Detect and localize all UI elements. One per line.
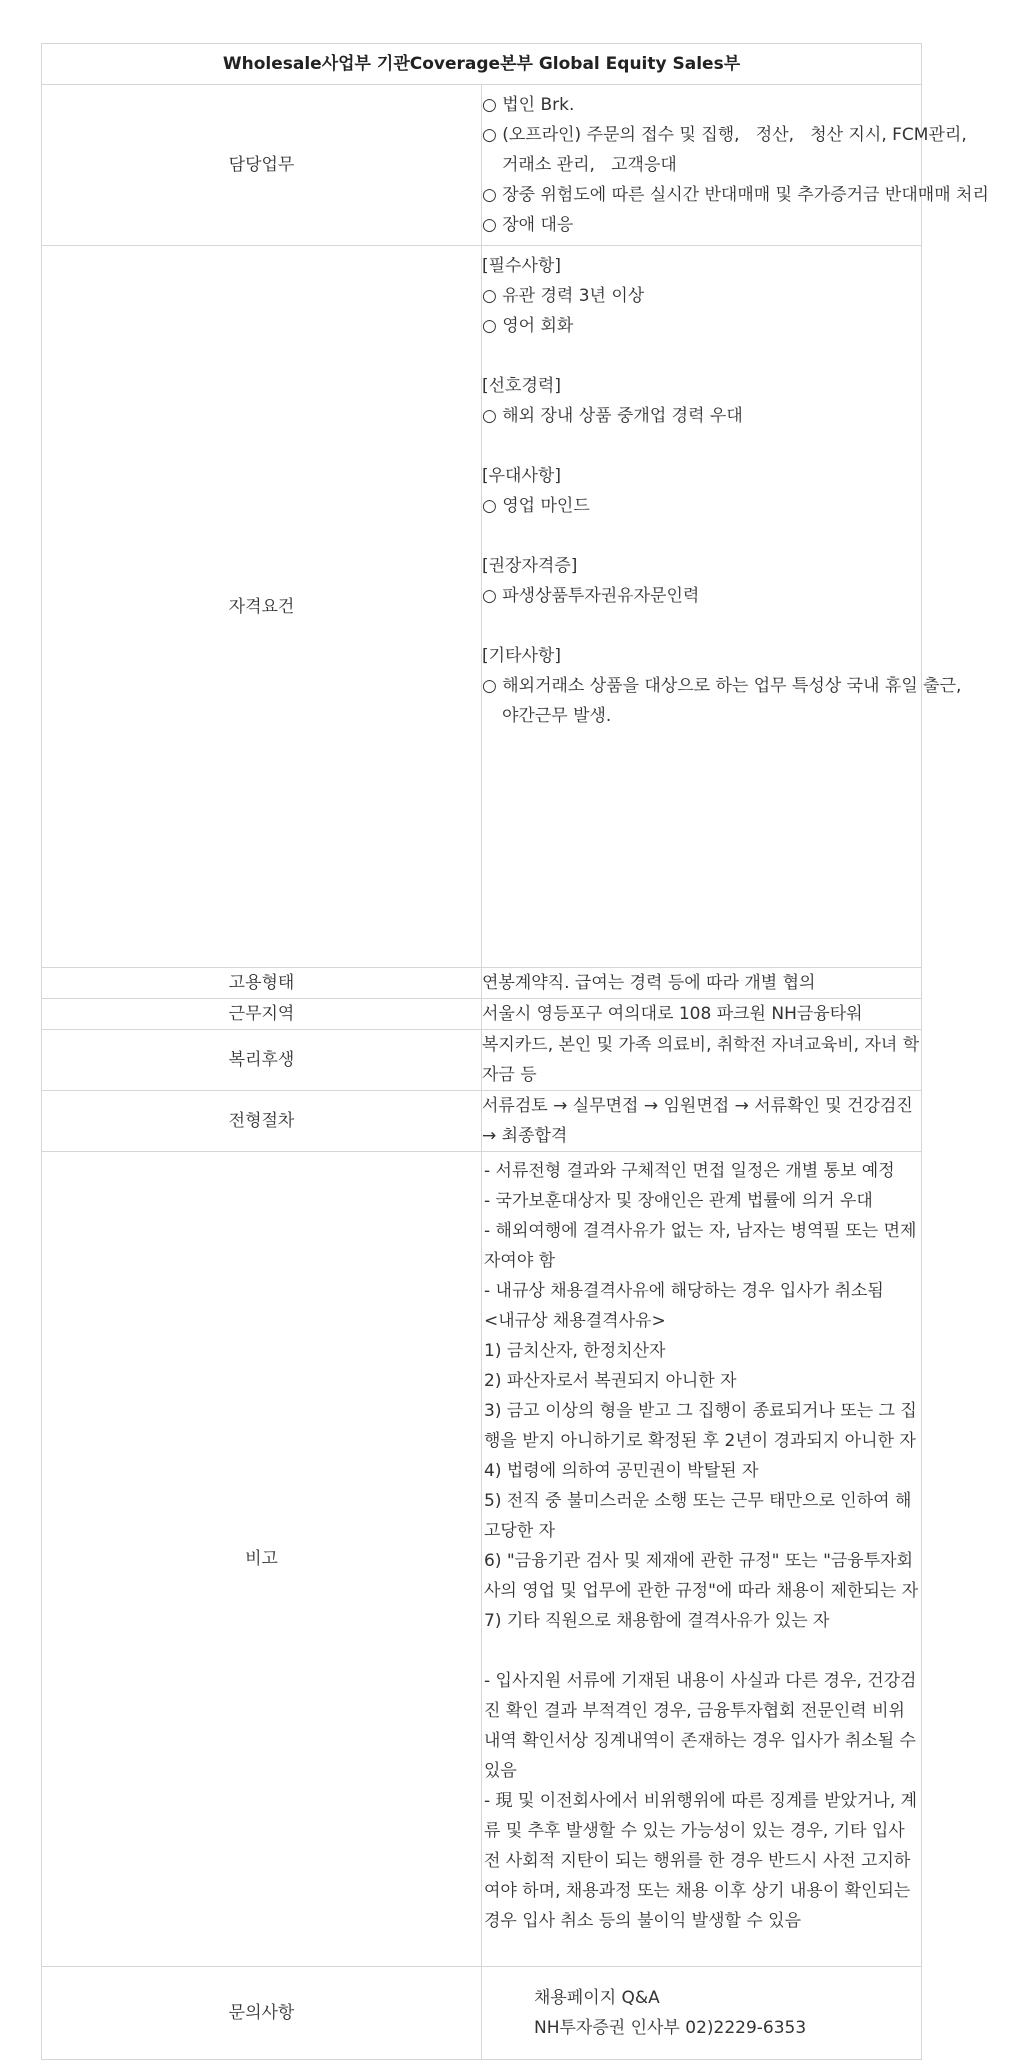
row-location [42,999,922,1030]
row-duties [42,85,922,246]
duty-line: ○ 법인 Brk. [482,95,575,115]
qualifications-value [482,246,962,968]
certificate-item: ○ 파생상품투자권유자문인력 [482,586,700,606]
note-line: 2) 파산자로서 복권되지 아니한 자 [484,1371,737,1391]
contact-value [482,1967,922,2060]
process-value: 서류검토 → 실무면접 → 임원면접 → 서류확인 및 건강검진 → 최종합격 [482,1091,922,1152]
contact-label: 문의사항 [42,1967,482,2060]
note-line: 7) 기타 직원으로 채용함에 결격사유가 있는 자 [484,1611,830,1631]
etc-heading: [기타사항] [482,646,561,666]
row-notes [42,1152,922,1967]
row-benefits [42,1030,922,1091]
row-employment [42,968,922,999]
required-item: ○ 영어 회화 [482,316,574,336]
note-line: - 입사지원 서류에 기재된 내용이 사실과 다른 경우, 건강검진 확인 결과 부적격인 경우, 금융투자협회 전문인력 비위내역 확인서상 징계내역이 존재하는 경우 입사가 취소될 수 있음 [484,1671,917,1781]
certificate-heading: [권장자격증] [482,556,578,576]
note-line: 6) "금융기관 검사 및 제재에 관한 규정" 또는 "금융투자회사의 영업 및 업무에 관한 규정"에 따라 채용이 제한되는 자 [484,1551,919,1601]
benefits-value: 복지카드, 본인 및 가족 의료비, 취학전 자녀교육비, 자녀 학자금 등 [482,1030,922,1091]
posting-title: Wholesale사업부 기관Coverage본부 Global Equity Sales부 [42,44,922,85]
note-line: - 現 및 이전회사에서 비위행위에 따른 징계를 받았거나, 계류 및 추후 발생할 수 있는 가능성이 있는 경우, 기타 입사 전 사회적 지탄이 되는 행위를 한 경우 반드시 사전 고지하여야 하며, 채용과정 또는 채용 이후 상기 내용이 확인되는 경우 입사 취소 등의 불이익 발생할 수 있음 [484,1791,918,1931]
note-line: - 해외여행에 결격사유가 없는 자, 남자는 병역필 또는 면제자여야 함 [484,1221,917,1271]
row-qualifications [42,246,922,968]
notes-value [482,1152,922,1967]
duties-label: 담당업무 [42,85,482,246]
row-contact [42,1967,922,2060]
note-line: <내규상 채용결격사유> [484,1311,666,1331]
preferred-heading: [선호경력] [482,376,561,396]
job-posting-table [41,43,989,2060]
row-process [42,1091,922,1152]
contact-qa: 채용페이지 Q&A [534,1988,660,2008]
note-line: 3) 금고 이상의 형을 받고 그 집행이 종료되거나 또는 그 집행을 받지 아니하기로 확정된 후 2년이 경과되지 아니한 자 [484,1401,917,1451]
note-line: - 국가보훈대상자 및 장애인은 관계 법률에 의거 우대 [484,1191,873,1211]
employment-label: 고용형태 [42,968,482,999]
preferred-item: ○ 해외 장내 상품 중개업 경력 우대 [482,406,743,426]
duties-value [482,85,989,246]
process-label: 전형절차 [42,1091,482,1152]
duty-line: ○ 장애 대응 [482,215,574,235]
note-line: - 내규상 채용결격사유에 해당하는 경우 입사가 취소됨 [484,1281,884,1301]
etc-item: ○ 해외거래소 상품을 대상으로 하는 업무 특성상 국내 휴일 출근, [482,676,962,696]
note-line: 1) 금치산자, 한정치산자 [484,1341,666,1361]
location-value: 서울시 영등포구 여의대로 108 파크원 NH금융타워 [482,999,922,1030]
qualifications-label: 자격요건 [42,246,482,968]
contact-phone: NH투자증권 인사부 02)2229-6353 [534,2018,807,2038]
note-line: - 서류전형 결과와 구체적인 면접 일정은 개별 통보 예정 [484,1161,895,1181]
etc-item: 야간근무 발생. [502,706,612,726]
note-line: 5) 전직 중 불미스러운 소행 또는 근무 태만으로 인하여 해고당한 자 [484,1491,912,1541]
benefits-label: 복리후생 [42,1030,482,1091]
employment-value: 연봉계약직. 급여는 경력 등에 따라 개별 협의 [482,968,922,999]
required-heading: [필수사항] [482,256,561,276]
required-item: ○ 유관 경력 3년 이상 [482,286,645,306]
duty-line: 거래소 관리, 고객응대 [502,155,677,175]
duty-line: ○ 장중 위험도에 따른 실시간 반대매매 및 추가증거금 반대매매 처리 [482,185,989,205]
duty-line: ○ (오프라인) 주문의 접수 및 집행, 정산, 청산 지시, FCM관리, [482,125,967,145]
bonus-heading: [우대사항] [482,466,561,486]
note-line: 4) 법령에 의하여 공민권이 박탈된 자 [484,1461,759,1481]
location-label: 근무지역 [42,999,482,1030]
bonus-item: ○ 영업 마인드 [482,496,590,516]
notes-label: 비고 [42,1152,482,1967]
